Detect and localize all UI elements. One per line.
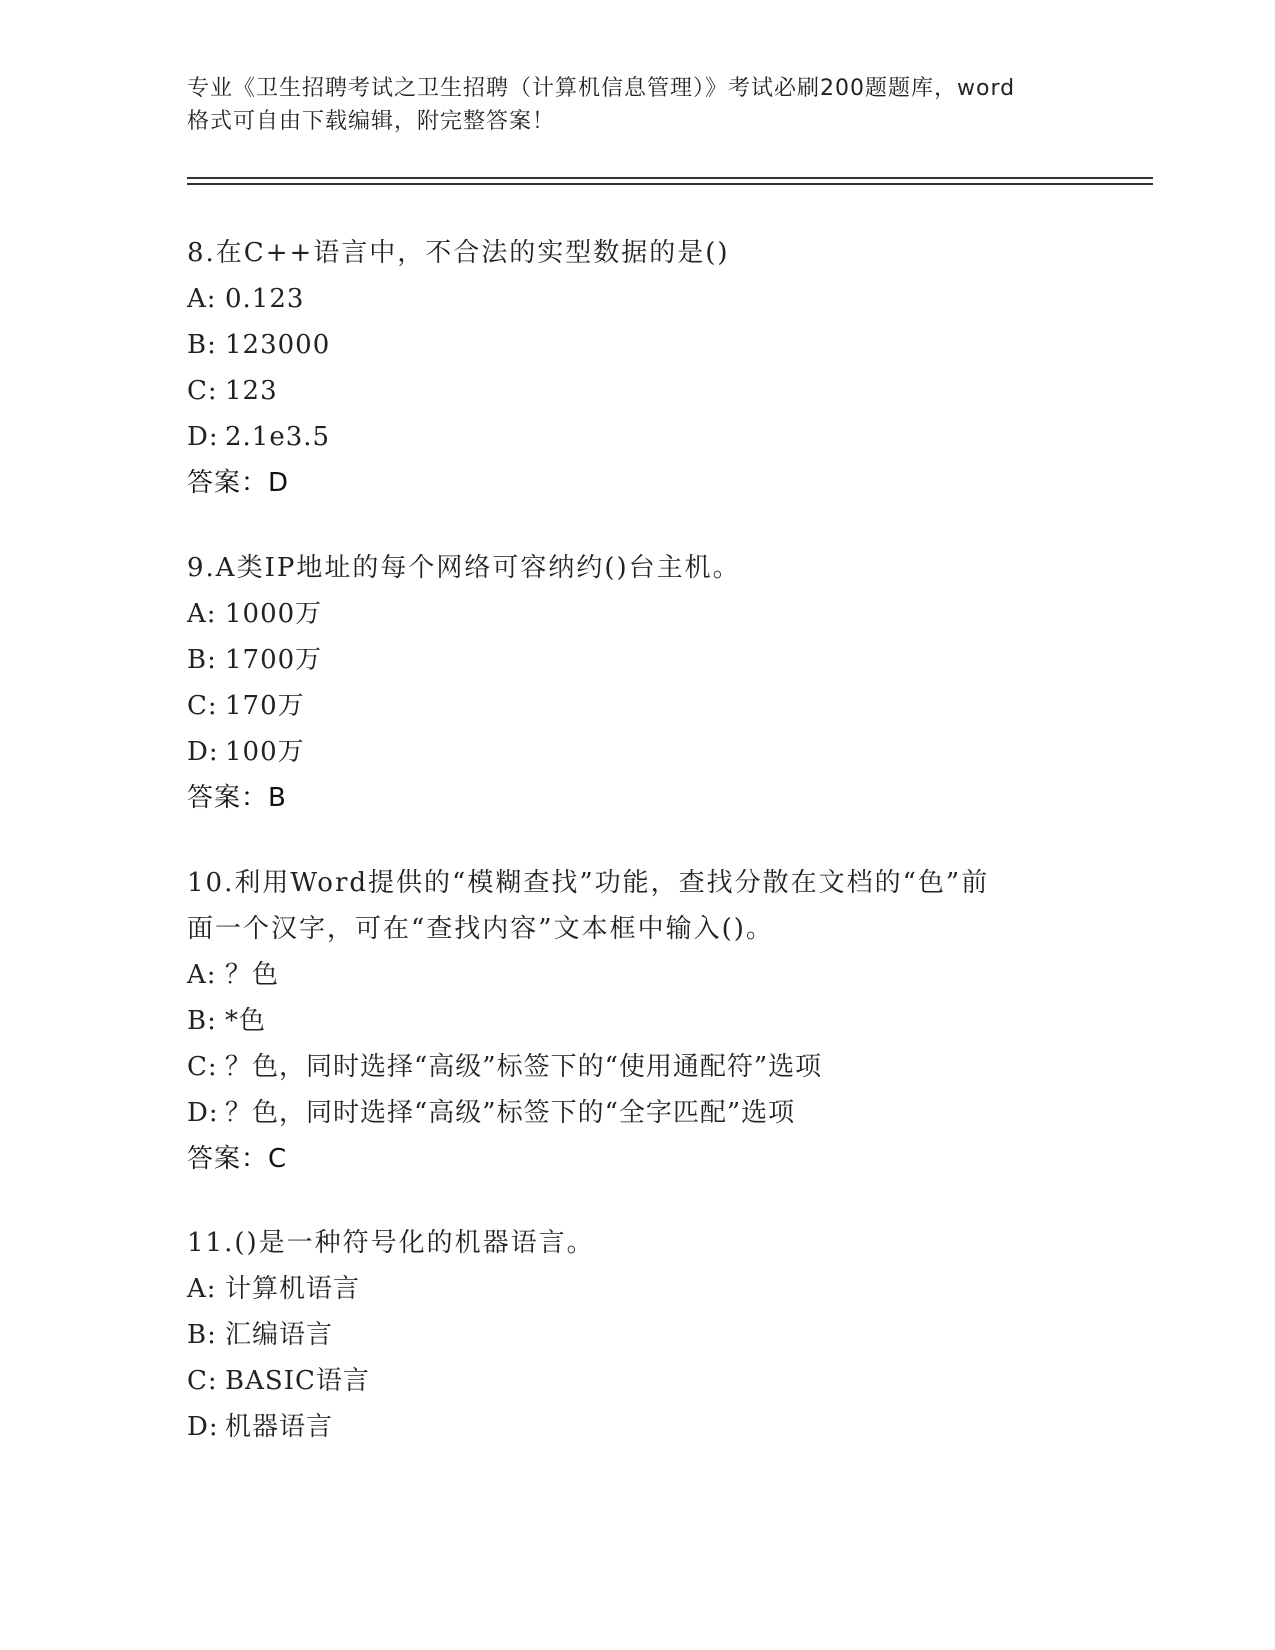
option-text: 1000万 [225,599,323,629]
option-c [187,683,1087,729]
option-text: BASIC语言 [225,1366,370,1396]
option-d [187,729,1087,775]
option-key: D: [187,1412,219,1442]
question-9 [187,545,1087,821]
option-text: 0.123 [225,284,305,314]
option-key: C: [187,1366,218,1396]
option-key: B: [187,1320,217,1350]
option-text: 2.1e3.5 [225,422,331,452]
option-text: 计算机语言 [225,1274,361,1304]
question-11 [187,1220,1087,1450]
option-key: D: [187,737,219,767]
header-line-2: 格式可自由下载编辑，附完整答案！ [187,109,556,134]
option-b [187,322,1087,368]
option-text: 1700万 [225,645,323,675]
option-c [187,368,1087,414]
option-key: C: [187,691,218,721]
option-key: C: [187,376,218,406]
document-header [187,72,1087,138]
option-key: C: [187,1052,218,1082]
option-b [187,637,1087,683]
header-rule-bottom [187,183,1153,185]
option-text: ？色，同时选择“高级”标签下的“全字匹配”选项 [225,1098,796,1128]
answer: 答案：C [187,1144,288,1174]
option-key: A: [187,960,217,990]
header-rule-top [187,177,1153,179]
option-key: D: [187,1098,219,1128]
option-text: 汇编语言 [225,1320,334,1350]
question-title: 11.()是一种符号化的机器语言。 [187,1228,595,1258]
option-b [187,1312,1087,1358]
answer: 答案：B [187,783,287,813]
option-text: 机器语言 [225,1412,334,1442]
question-8 [187,230,1087,506]
option-c [187,1358,1087,1404]
question-title: 8.在C++语言中，不合法的实型数据的是() [187,238,730,268]
question-title-line-1: 10.利用Word提供的“模糊查找”功能，查找分散在文档的“色”前 [187,868,990,898]
option-text: 100万 [225,737,305,767]
option-key: B: [187,330,217,360]
option-d [187,1404,1087,1450]
option-text: 123000 [225,330,331,360]
option-a [187,1266,1087,1312]
option-text: 123 [225,376,278,406]
option-c [187,1044,1087,1090]
option-d [187,1090,1087,1136]
option-key: A: [187,599,217,629]
option-text: *色 [225,1006,267,1036]
option-key: B: [187,1006,217,1036]
question-title-line-2: 面一个汉字，可在“查找内容”文本框中输入()。 [187,914,774,944]
option-text: 170万 [225,691,305,721]
option-text: ？色 [225,960,280,990]
option-d [187,414,1087,460]
option-key: A: [187,284,217,314]
option-text: ？色，同时选择“高级”标签下的“使用通配符”选项 [225,1052,823,1082]
question-10 [187,860,1087,1182]
option-key: B: [187,645,217,675]
option-key: A: [187,1274,217,1304]
option-key: D: [187,422,219,452]
answer: 答案：D [187,468,290,498]
question-title: 9.A类IP地址的每个网络可容纳约()台主机。 [187,553,741,583]
header-line-1: 专业《卫生招聘考试之卫生招聘（计算机信息管理）》考试必刷200题题库，word [187,76,1016,101]
option-a [187,952,1087,998]
option-a [187,276,1087,322]
option-b [187,998,1087,1044]
option-a [187,591,1087,637]
